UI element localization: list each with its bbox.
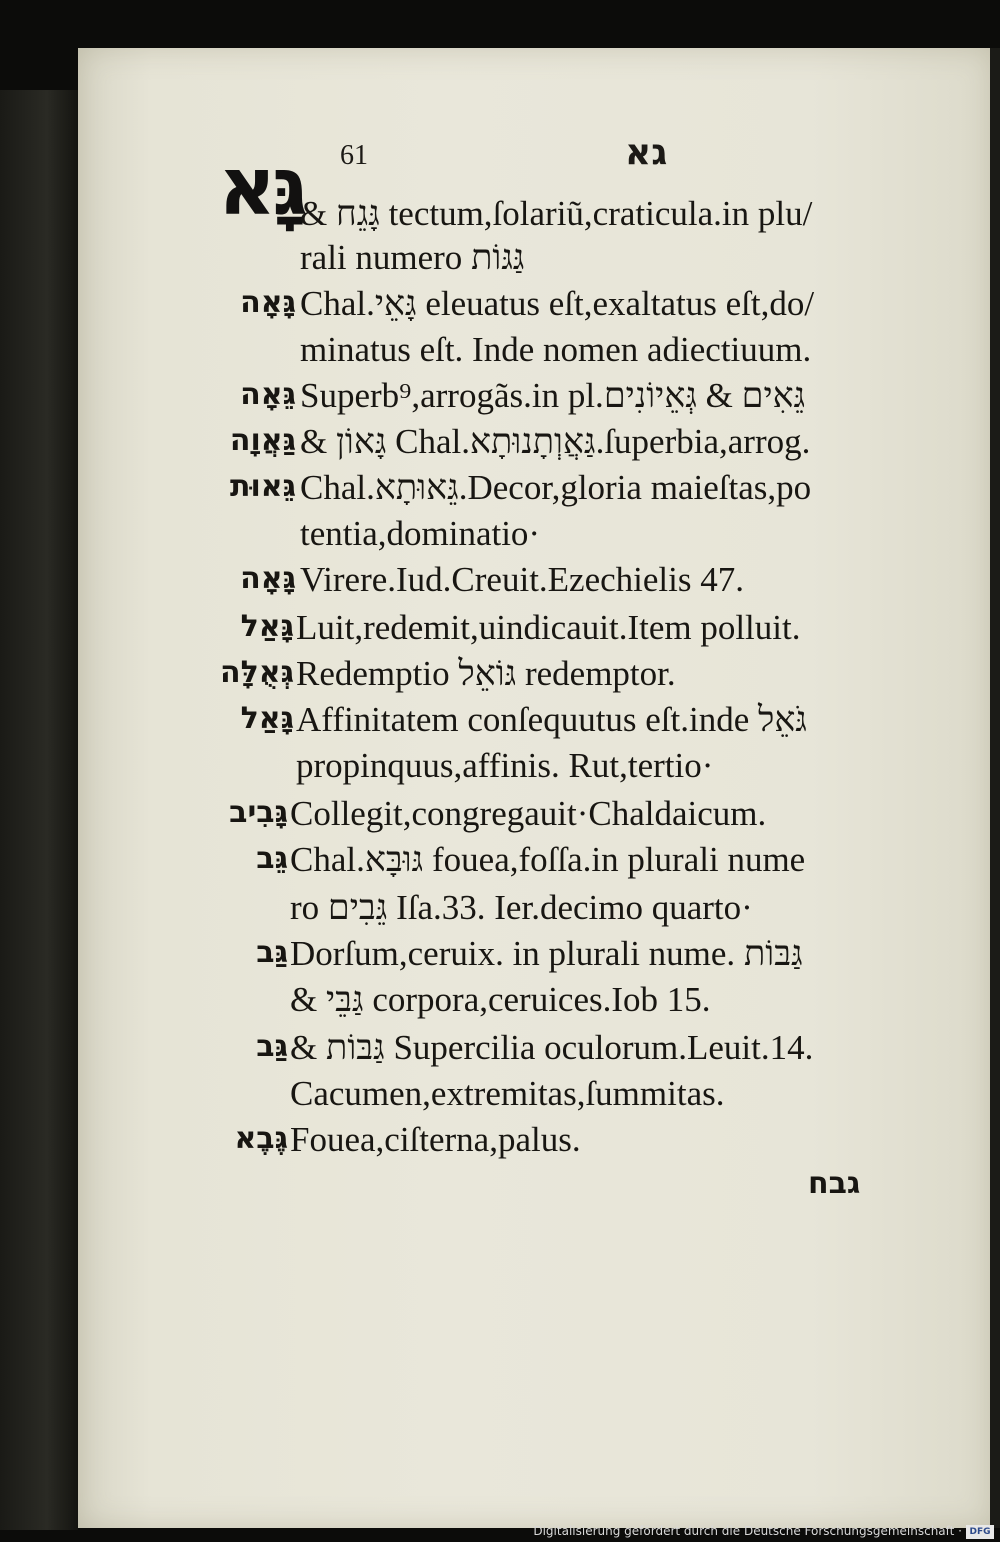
entry-headword: גָּאָה [240, 561, 296, 596]
book-page [78, 48, 993, 1528]
entry-text: & גַּבּוֹת Supercilia oculorum.Leuit.14. [290, 1028, 814, 1067]
entry-text: Chal.גֵּאוּתָא.Decor,gloria maieſtas,po [300, 468, 812, 507]
scan-right-edge [990, 48, 1000, 1528]
entry-headword: גֵּב [256, 841, 288, 876]
footer-credit: Digitalisierung gefördert durch die Deutsche Forschungsgemeinschaft · [533, 1524, 962, 1538]
entry-text: Cacumen,extremitas,ſummitas. [290, 1074, 725, 1113]
entry-text: Chal.גּוּבָּא fouea,foſſa.in plurali nume [290, 840, 806, 879]
dfg-logo: DFG [966, 1525, 994, 1539]
entry-text: Redemptio גּוֹאֵל redemptor. [296, 654, 676, 693]
entry-text: minatus eſt. Inde nomen adiectiuum. [300, 330, 812, 369]
entry-headword: גָּבִיב [229, 795, 288, 830]
entry-text: Affinitatem conſequutus eſt.inde גֹּאֵל [296, 700, 807, 739]
entry-headword: גֵּאוּת [229, 469, 296, 504]
entry-text: & גָּגֵח tectum,ſolariũ,craticula.in plu/ [300, 194, 813, 233]
entry-headword: גָּאָה [240, 285, 296, 320]
entry-headword: גַּאֲוָה [229, 423, 296, 458]
entry-text: rali numero גַּגּוֹת [300, 238, 525, 277]
entry-text: Fouea,ciſterna,palus. [290, 1120, 581, 1159]
entry-text: Chal.גָּאֵי eleuatus eſt,exaltatus eſt,do/ [300, 284, 815, 323]
entry-headword: גַּב [256, 1029, 288, 1064]
scan-left-margin [0, 90, 78, 1530]
page-number: 61 [340, 140, 368, 171]
entry-text: Virere.Iud.Creuit.Ezechielis 47. [300, 560, 744, 599]
entry-headword: גֶּבֶא [234, 1121, 288, 1156]
entry-text: Collegit,congregauit·Chaldaicum. [290, 794, 767, 833]
initial-letter: גָּא [218, 140, 304, 233]
entry-headword: גַּב [256, 935, 288, 970]
entry-text: Dorſum,ceruix. in plurali nume. גַּבּוֹת [290, 934, 803, 973]
entry-headword: גָּאַל [240, 701, 294, 736]
entry-text: propinquus,affinis. Rut,tertio· [296, 746, 714, 785]
entry-text: Superb⁹,arrogãs.in pl.גֵּאִים & גְּאֵיוֹנִים [300, 376, 806, 415]
entry-headword: גְּאֻלָּה [219, 655, 294, 690]
entry-headword: גָּאַל [240, 609, 294, 644]
entry-text: Luit,redemit,uindicauit.Item polluit. [296, 608, 801, 647]
entry-text: & גַּבֵּי corpora,ceruices.Iob 15. [290, 980, 711, 1019]
running-head: גא [625, 132, 668, 173]
catchword: גבח [808, 1166, 861, 1201]
entry-text: ro גֵּבִים Iſa.33. Ier.decimo quarto· [290, 888, 753, 927]
entry-text: & גָּאוֹן Chal.גַּאֲוְתָנוּתָא.ſuperbia,arrog. [300, 422, 811, 461]
entry-text: tentia,dominatio· [300, 514, 541, 553]
entry-headword: גֵּאָה [240, 377, 296, 412]
